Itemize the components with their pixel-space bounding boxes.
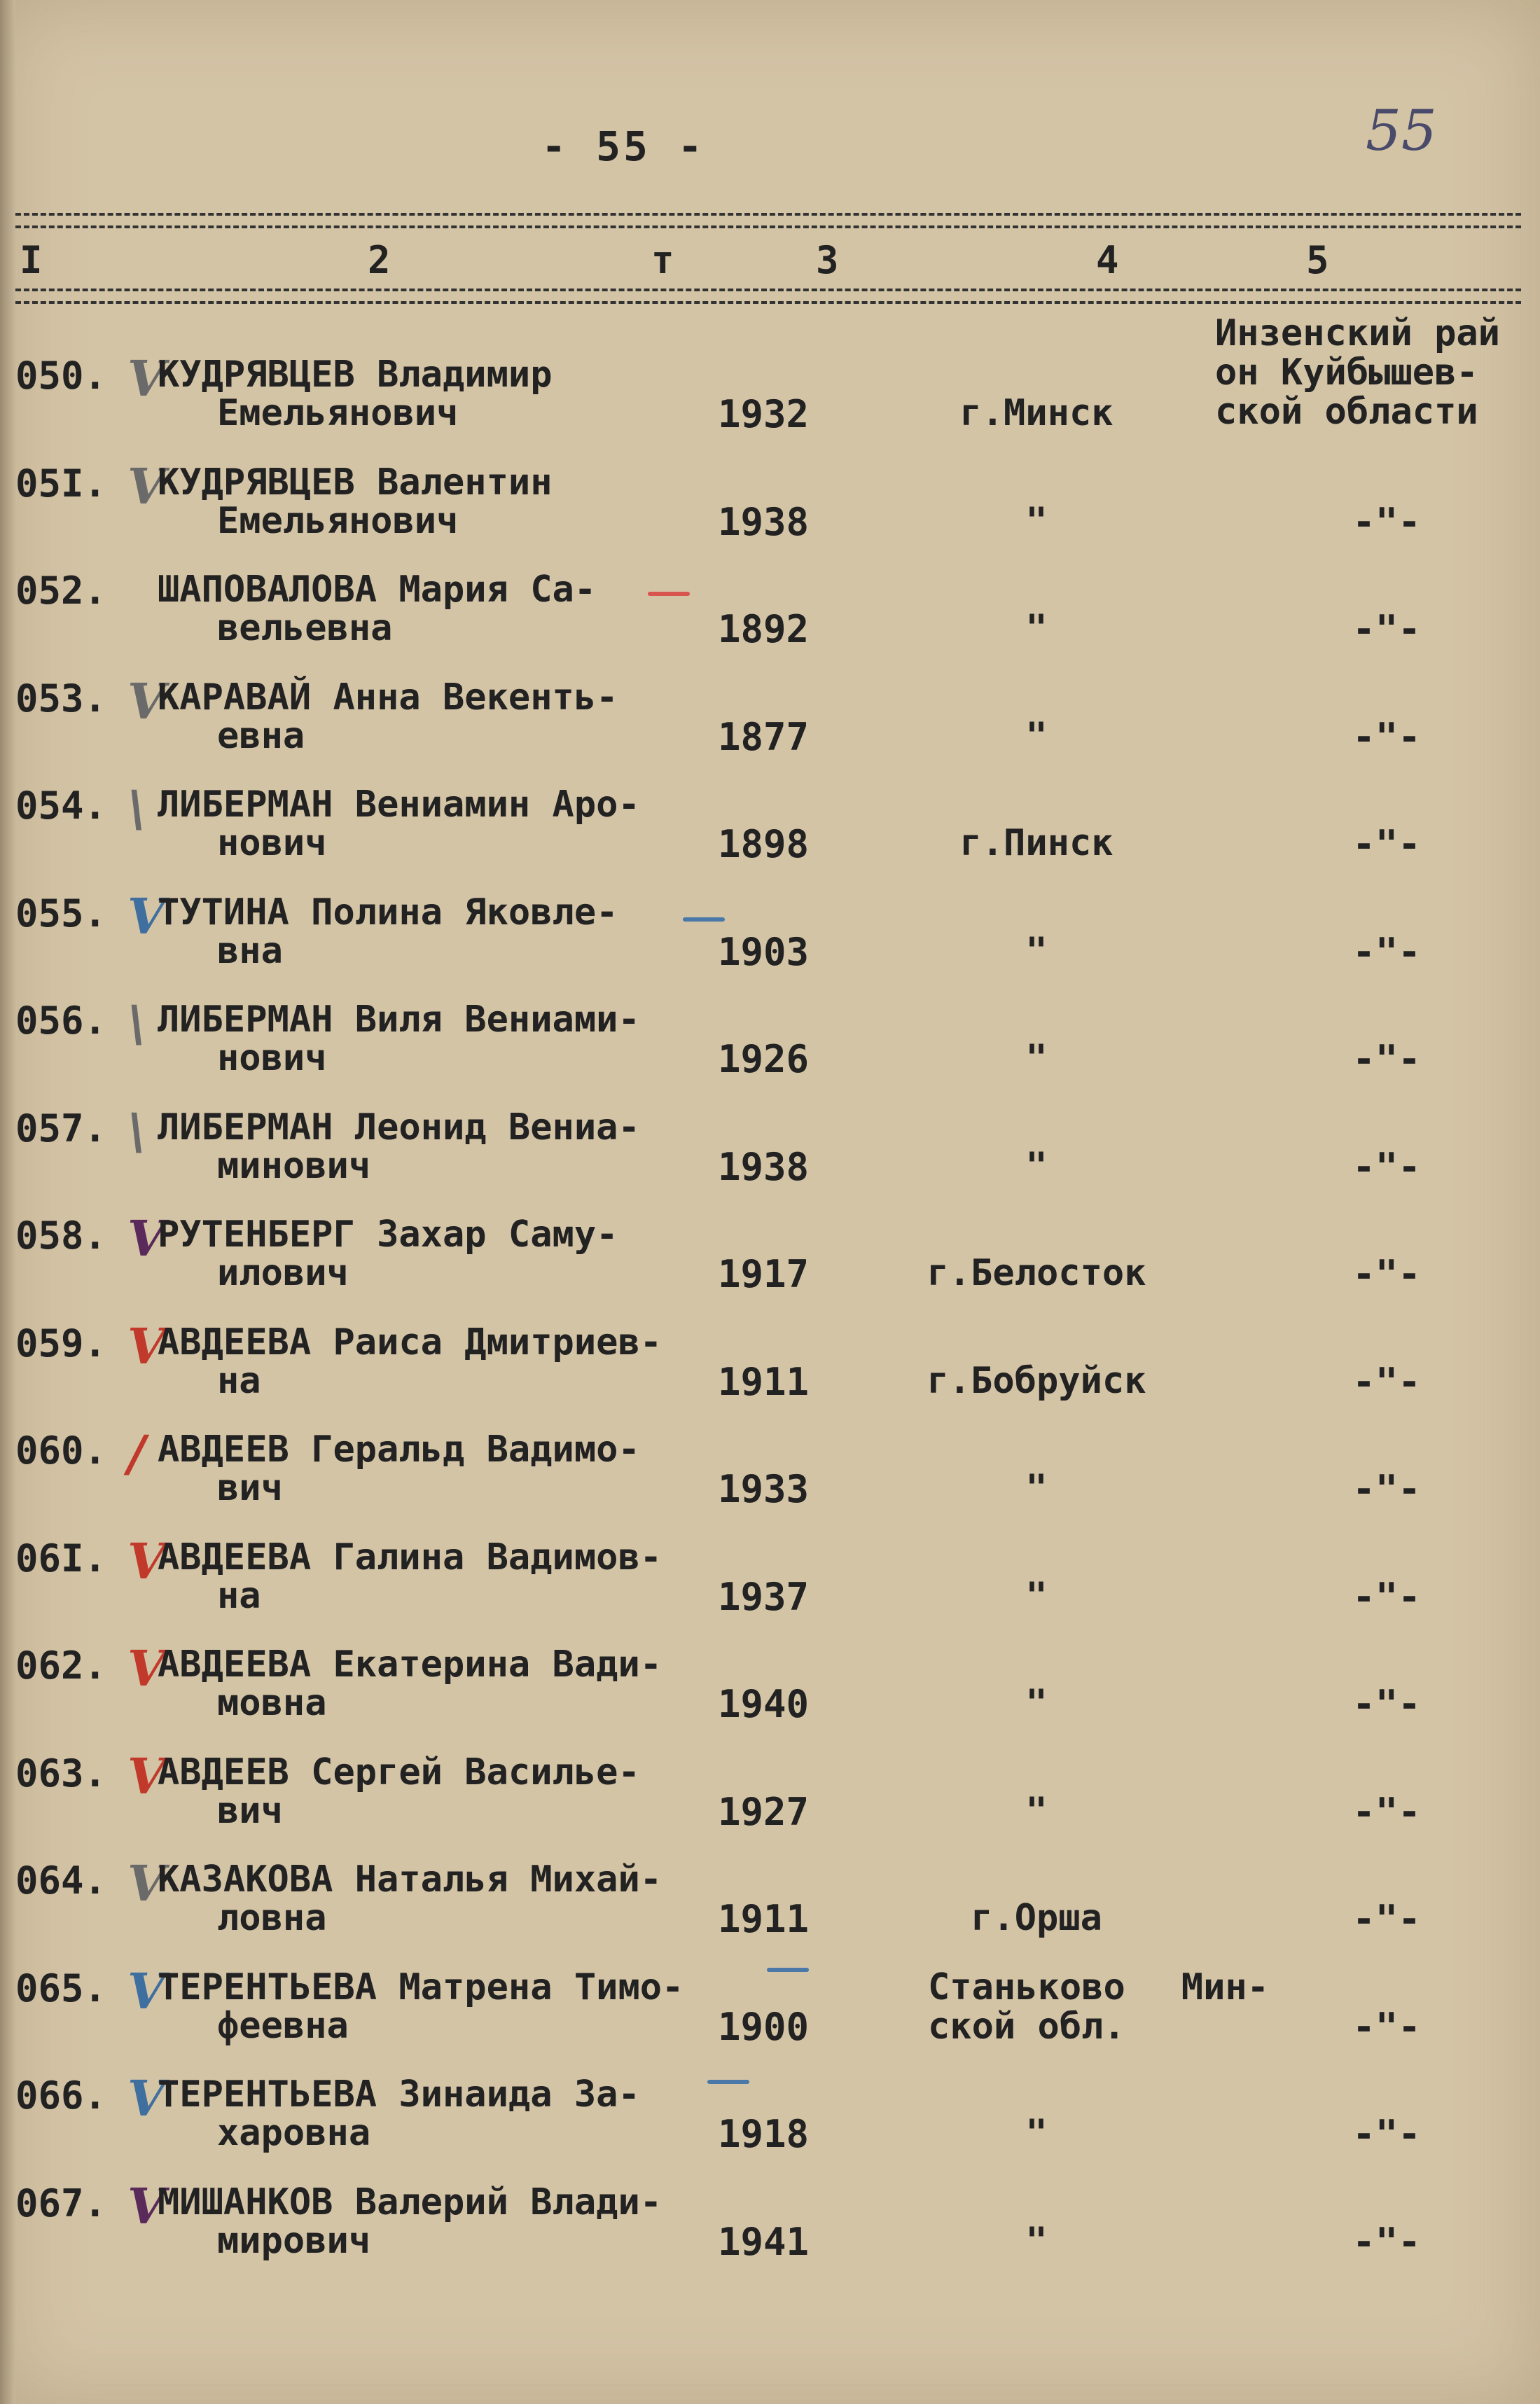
person-name-line-1: ЛИБЕРМАН Виля Вениами-: [158, 999, 640, 1041]
birth-place: ": [1025, 1682, 1048, 1724]
birth-place: ": [1025, 607, 1048, 649]
birth-year: 1941: [718, 2219, 810, 2264]
birth-place: ": [1025, 714, 1048, 757]
birth-place: ": [1025, 1144, 1048, 1187]
check-mark: \: [127, 994, 146, 1052]
entry-number: 06I.: [15, 1536, 107, 1580]
person-name-line-1: КУДРЯВЦЕВ Владимир: [158, 354, 553, 396]
table-row: [0, 1961, 1540, 2071]
check-mark: V: [127, 2069, 166, 2127]
table-row: [0, 1316, 1540, 1426]
check-mark: V: [127, 1639, 166, 1697]
entry-number: 063.: [15, 1751, 107, 1795]
table-row: [0, 569, 1540, 674]
person-name-line-1: АВДЕЕВА Раиса Дмитриев-: [158, 1321, 663, 1363]
person-name-line-2: на: [217, 1359, 261, 1402]
column-marker-t: т: [651, 238, 674, 282]
check-mark: V: [127, 1961, 166, 2020]
table-row: [0, 349, 1540, 459]
birth-year: 1937: [718, 1574, 810, 1619]
birth-year: 1911: [718, 1359, 810, 1404]
residence: -"-: [1352, 1897, 1421, 1941]
entry-number: 057.: [15, 1106, 107, 1151]
birth-place: г.Орша: [971, 1897, 1102, 1939]
person-name-line-2: нович: [217, 822, 327, 864]
table-row: [0, 2176, 1540, 2286]
table-row: [0, 672, 1540, 781]
column-number-5: 5: [1306, 238, 1329, 282]
birth-place: ": [1025, 929, 1048, 972]
blue-dash-mark: [767, 1968, 809, 1972]
table-row: [0, 1746, 1540, 1856]
person-name-line-1: КАЗАКОВА Наталья Михай-: [158, 1858, 663, 1901]
check-mark: V: [127, 1316, 166, 1375]
person-name-line-2: нович: [217, 1037, 327, 1079]
entry-number: 050.: [15, 354, 107, 398]
residence: -"-: [1352, 1682, 1421, 1726]
residence: -"-: [1352, 1037, 1421, 1081]
check-mark: V: [127, 349, 166, 408]
blue-dash-mark: [683, 917, 725, 922]
table-row: [0, 1854, 1540, 1964]
entry-number: 067.: [15, 2181, 107, 2225]
table-row: [0, 1209, 1540, 1319]
birth-year: 1933: [718, 1467, 810, 1511]
person-name-line-2: вич: [217, 1467, 283, 1509]
entry-number: 056.: [15, 999, 107, 1043]
person-name-line-1: ТУТИНА Полина Яковле-: [158, 891, 618, 933]
birth-year: 1911: [718, 1897, 810, 1941]
header-rule-bottom: [15, 289, 1521, 304]
check-mark: V: [127, 672, 166, 730]
birth-place: ": [1025, 1037, 1048, 1079]
place-line: [928, 1968, 1269, 2007]
person-name-line-1: ШАПОВАЛОВА Мария Са-: [158, 569, 597, 611]
entry-number: 054.: [15, 784, 107, 828]
check-mark: V: [127, 2176, 166, 2235]
birth-year: 1932: [718, 392, 810, 436]
entry-number: 060.: [15, 1429, 107, 1473]
table-row: [0, 457, 1540, 567]
residence-line: Инзенский рай: [1215, 312, 1500, 354]
residence: -"-: [1352, 2112, 1421, 2156]
person-name-line-1: КУДРЯВЦЕВ Валентин: [158, 461, 553, 503]
birth-year: 1898: [718, 822, 810, 866]
person-name-line-1: ТЕРЕНТЬЕВА Зинаида За-: [158, 2073, 640, 2115]
person-name-line-2: феевна: [217, 2004, 349, 2047]
person-name-line-2: евна: [217, 714, 305, 757]
birth-year: 1900: [718, 2004, 810, 2049]
residence: -"-: [1352, 1359, 1421, 1404]
residence-line: он Куйбышев-: [1215, 352, 1478, 394]
residence: -"-: [1352, 1574, 1421, 1619]
person-name-line-1: МИШАНКОВ Валерий Влади-: [158, 2181, 663, 2223]
person-name-line-1: АВДЕЕВА Екатерина Вади-: [158, 1644, 663, 1686]
birth-year: 1940: [718, 1682, 810, 1726]
birth-year: 1892: [718, 607, 810, 651]
entry-number: 064.: [15, 1858, 107, 1903]
person-name-line-1: АВДЕЕВ Сергей Васильe-: [158, 1751, 640, 1793]
column-number-1: I: [20, 238, 43, 282]
column-number-3: 3: [816, 238, 839, 282]
entry-number: 05I.: [15, 461, 107, 506]
birth-place: ": [1025, 2112, 1048, 2154]
person-name-line-2: илович: [217, 1252, 349, 1294]
birth-year: 1938: [718, 499, 810, 544]
birth-place: ": [1025, 499, 1048, 542]
column-number-2: 2: [368, 238, 391, 282]
person-name-line-1: КАРАВАЙ Анна Векенть-: [158, 676, 618, 718]
place-line-1: Станьково: [928, 1966, 1125, 2008]
birth-place: ": [1025, 1574, 1048, 1617]
person-name-line-2: мовна: [217, 1682, 327, 1724]
birth-place: ": [1025, 2219, 1048, 2262]
table-row: [0, 994, 1540, 1104]
check-mark: \: [127, 1102, 146, 1160]
person-name-line-1: ЛИБЕРМАН Вениамин Аро-: [158, 784, 640, 826]
person-name-line-2: на: [217, 1574, 261, 1617]
check-mark: V: [127, 457, 166, 515]
residence: -"-: [1352, 1252, 1421, 1296]
person-name-line-1: ТЕРЕНТЬЕВА Матрена Тимо-: [158, 1966, 684, 2008]
column-number-4: 4: [1096, 238, 1119, 282]
person-name-line-2: вна: [217, 929, 283, 972]
table-row: [0, 779, 1540, 889]
entry-number: 066.: [15, 2073, 107, 2118]
table-row: [0, 1102, 1540, 1211]
page-number: - 55 -: [541, 123, 705, 170]
table-row: [0, 1531, 1540, 1641]
residence: -"-: [1352, 1144, 1421, 1189]
residence: -"-: [1352, 822, 1421, 866]
entry-number: 053.: [15, 676, 107, 721]
row-1065-place: [928, 1968, 1269, 2046]
check-mark: V: [127, 1746, 166, 1805]
person-name-line-1: АВДЕЕВ Геральд Вадимо-: [158, 1429, 640, 1471]
birth-place: г.Бобруйск: [927, 1359, 1146, 1402]
person-name-line-1: АВДЕЕВА Галина Вадимов-: [158, 1536, 663, 1578]
person-name-line-2: харовна: [217, 2112, 371, 2154]
entry-number: 065.: [15, 1966, 107, 2010]
table-row: [0, 1639, 1540, 1749]
birth-year: 1918: [718, 2112, 810, 2156]
residence: -"-: [1352, 1789, 1421, 1834]
birth-year: 1926: [718, 1037, 810, 1081]
entry-number: 058.: [15, 1214, 107, 1258]
entry-number: 052.: [15, 569, 107, 613]
birth-year: 1927: [718, 1789, 810, 1834]
place-line-1b: Мин-: [1181, 1966, 1269, 2008]
residence: -"-: [1352, 2219, 1421, 2264]
archive-page-number: 55: [1366, 98, 1437, 163]
birth-year: 1917: [718, 1252, 810, 1296]
entry-number: 059.: [15, 1321, 107, 1366]
table-row: [0, 887, 1540, 996]
table-row: [0, 2069, 1540, 2179]
residence: -"-: [1352, 2004, 1421, 2049]
birth-place: г.Белосток: [927, 1252, 1146, 1294]
birth-place: г.Минск: [959, 392, 1114, 434]
check-mark: V: [127, 887, 166, 945]
birth-year: 1877: [718, 714, 810, 759]
residence: -"-: [1352, 929, 1421, 974]
person-name-line-2: Емельянович: [217, 392, 459, 434]
table-row: [0, 1424, 1540, 1534]
check-mark: V: [127, 1531, 166, 1590]
person-name-line-2: минович: [217, 1144, 371, 1187]
blue-dash-mark: [707, 2080, 749, 2084]
person-name-line-1: ЛИБЕРМАН Леонид Вениа-: [158, 1106, 640, 1148]
check-mark: V: [127, 1854, 166, 1912]
birth-place: ": [1025, 1467, 1048, 1509]
place-line: ской обл.: [928, 2006, 1125, 2048]
red-dash-mark: [648, 592, 690, 596]
person-name-line-1: РУТЕНБЕРГ Захар Саму-: [158, 1214, 618, 1256]
residence-line: ской области: [1215, 391, 1478, 433]
person-name-line-2: вельевна: [217, 607, 393, 649]
header-rule-top: [15, 213, 1521, 228]
check-mark: \: [127, 779, 146, 838]
residence: -"-: [1352, 499, 1421, 544]
person-name-line-2: мирович: [217, 2219, 371, 2262]
birth-year: 1903: [718, 929, 810, 974]
entry-number: 062.: [15, 1644, 107, 1688]
person-name-line-2: Емельянович: [217, 499, 459, 542]
check-mark: /: [127, 1424, 146, 1482]
check-mark: V: [127, 1209, 166, 1267]
birth-place: г.Пинск: [959, 822, 1114, 864]
birth-year: 1938: [718, 1144, 810, 1189]
residence: -"-: [1352, 607, 1421, 651]
residence: -"-: [1352, 1467, 1421, 1511]
birth-place: ": [1025, 1789, 1048, 1832]
residence: -"-: [1352, 714, 1421, 759]
entry-number: 055.: [15, 891, 107, 936]
person-name-line-2: вич: [217, 1789, 283, 1832]
person-name-line-2: ловна: [217, 1897, 327, 1939]
